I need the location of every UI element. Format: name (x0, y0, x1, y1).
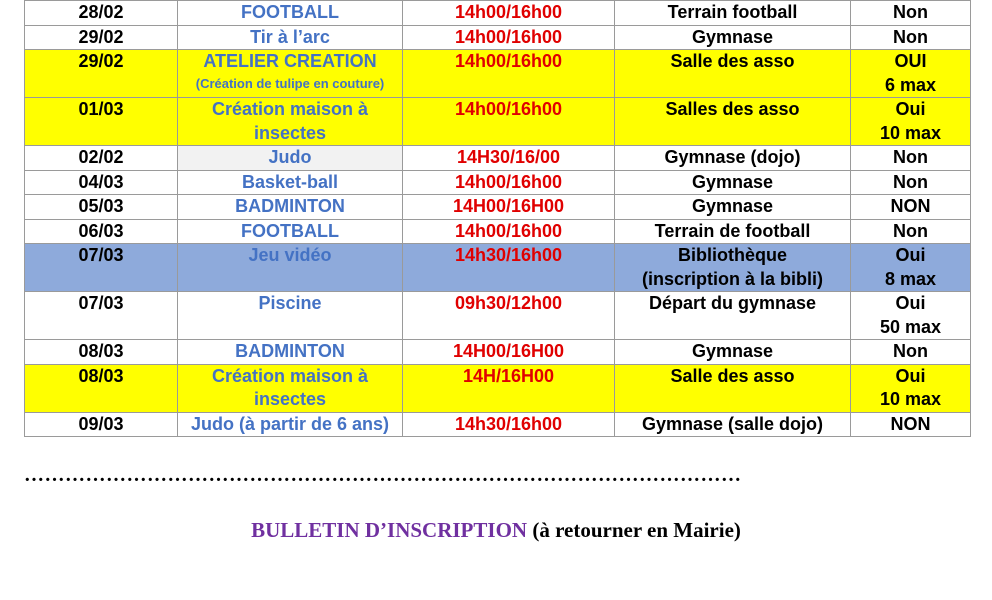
table-row (25, 244, 971, 292)
place-line: Gymnase (691, 171, 774, 192)
place-line: Gymnase (dojo) (664, 147, 801, 167)
place-cell (615, 25, 851, 50)
time-cell: 14H30/16/00 (403, 146, 615, 171)
reservation-line: OUI (894, 51, 927, 71)
activity-line: Création maison à (211, 99, 369, 119)
activity-cell (178, 412, 403, 437)
schedule-body (25, 1, 971, 437)
activity-cell (178, 219, 403, 244)
date-cell: 29/02 (25, 25, 178, 50)
table-row (25, 292, 971, 340)
activity-line: ATELIER CREATION (203, 51, 377, 71)
time-cell: 14h30/16h00 (403, 244, 615, 292)
activity-cell (178, 340, 403, 365)
time-cell: 14h00/16h00 (403, 25, 615, 50)
time-cell: 14h00/16h00 (403, 219, 615, 244)
place-line: Gymnase (691, 196, 774, 216)
place-line: Bibliothèque (678, 245, 787, 265)
time-cell: 14h00/16h00 (403, 170, 615, 195)
date-cell: 07/03 (25, 292, 178, 340)
reservation-line: NON (890, 413, 931, 434)
table-row (25, 412, 971, 437)
time-cell: 14H00/16H00 (403, 195, 615, 220)
activity-line: Judo (à partir de 6 ans) (190, 413, 390, 434)
date-cell: 01/03 (25, 98, 178, 146)
place-line: Salle des asso (670, 365, 795, 386)
place-line: Terrain football (667, 2, 798, 22)
activity-schedule-table (24, 0, 971, 437)
time-cell: 14h00/16h00 (403, 50, 615, 98)
reservation-line: 8 max (884, 268, 937, 289)
time-cell: 14h30/16h00 (403, 412, 615, 437)
reservation-cell (851, 195, 971, 220)
place-cell (615, 50, 851, 98)
reservation-cell (851, 98, 971, 146)
date-cell: 02/02 (25, 146, 178, 171)
place-cell (615, 340, 851, 365)
activity-line: Basket-ball (241, 171, 339, 192)
place-cell (615, 98, 851, 146)
table-row (25, 98, 971, 146)
table-row (25, 340, 971, 365)
activity-line: Jeu vidéo (248, 245, 332, 265)
reservation-line: Non (893, 2, 928, 22)
reservation-cell (851, 412, 971, 437)
place-cell (615, 170, 851, 195)
reservation-line: Oui (895, 365, 926, 386)
date-cell: 08/03 (25, 364, 178, 412)
place-cell (615, 244, 851, 292)
place-cell (615, 195, 851, 220)
bulletin-title: BULLETIN D’INSCRIPTION (251, 518, 528, 542)
reservation-cell (851, 146, 971, 171)
activity-cell (178, 364, 403, 412)
activity-line: FOOTBALL (241, 2, 339, 22)
activity-cell (178, 98, 403, 146)
activity-line: insectes (253, 389, 327, 409)
date-cell: 04/03 (25, 170, 178, 195)
reservation-line: Oui (895, 245, 926, 265)
place-cell (615, 146, 851, 171)
activity-subtitle: (Création de tulipe en couture) (195, 75, 385, 91)
date-cell: 29/02 (25, 50, 178, 98)
activity-cell (178, 170, 403, 195)
place-line: Gymnase (691, 341, 774, 361)
date-cell: 08/03 (25, 340, 178, 365)
activity-cell (178, 244, 403, 292)
reservation-cell (851, 1, 971, 26)
reservation-cell (851, 292, 971, 340)
table-row (25, 146, 971, 171)
table-row (25, 1, 971, 26)
date-cell: 07/03 (25, 244, 178, 292)
activity-cell (178, 50, 403, 98)
table-row (25, 364, 971, 412)
place-line: (inscription à la bibli) (641, 268, 823, 289)
table-row (25, 170, 971, 195)
activity-line: Tir à l’arc (250, 26, 330, 47)
time-cell: 14H00/16H00 (403, 340, 615, 365)
table-row (25, 25, 971, 50)
activity-cell (178, 1, 403, 26)
reservation-cell (851, 50, 971, 98)
reservation-line: 6 max (884, 74, 937, 95)
activity-line: BADMINTON (235, 341, 345, 361)
place-line: Départ du gymnase (648, 293, 817, 313)
reservation-cell (851, 244, 971, 292)
activity-line: Piscine (258, 293, 322, 313)
place-cell (615, 219, 851, 244)
date-cell: 28/02 (25, 1, 178, 26)
activity-line: insectes (253, 122, 327, 143)
reservation-line: Non (893, 171, 928, 192)
activity-line: Judo (268, 147, 312, 167)
activity-line: FOOTBALL (241, 220, 339, 241)
place-line: Gymnase (salle dojo) (641, 413, 824, 434)
activity-cell (178, 146, 403, 171)
place-line: Gymnase (691, 26, 774, 47)
reservation-cell (851, 219, 971, 244)
reservation-line: NON (890, 196, 931, 216)
reservation-cell (851, 25, 971, 50)
reservation-cell (851, 364, 971, 412)
place-cell (615, 364, 851, 412)
reservation-line: 10 max (879, 389, 942, 409)
reservation-line: 50 max (879, 316, 942, 337)
date-cell: 05/03 (25, 195, 178, 220)
reservation-cell (851, 170, 971, 195)
date-cell: 06/03 (25, 219, 178, 244)
reservation-line: Non (893, 26, 928, 47)
reservation-line: Oui (895, 293, 926, 313)
table-row (25, 219, 971, 244)
reservation-line: Oui (895, 99, 926, 119)
activity-line: BADMINTON (235, 196, 345, 216)
table-row (25, 50, 971, 98)
registration-form-heading (0, 518, 992, 543)
time-cell: 14H/16H00 (403, 364, 615, 412)
activity-cell (178, 292, 403, 340)
activity-cell (178, 25, 403, 50)
place-line: Salles des asso (665, 99, 800, 119)
place-cell (615, 1, 851, 26)
reservation-cell (851, 340, 971, 365)
bulletin-note: (à retourner en Mairie) (527, 518, 741, 542)
reservation-line: Non (893, 147, 928, 167)
place-cell (615, 292, 851, 340)
activity-cell (178, 195, 403, 220)
time-cell: 14h00/16h00 (403, 98, 615, 146)
place-line: Salle des asso (670, 51, 795, 71)
cut-line-separator: …………………………………………………………………………………………… (24, 464, 742, 486)
activity-line: Création maison à (211, 365, 369, 386)
place-cell (615, 412, 851, 437)
date-cell: 09/03 (25, 412, 178, 437)
reservation-line: Non (893, 220, 928, 241)
time-cell: 14h00/16h00 (403, 1, 615, 26)
time-cell: 09h30/12h00 (403, 292, 615, 340)
table-row (25, 195, 971, 220)
reservation-line: Non (893, 341, 928, 361)
place-line: Terrain de football (654, 220, 811, 241)
reservation-line: 10 max (879, 122, 942, 143)
